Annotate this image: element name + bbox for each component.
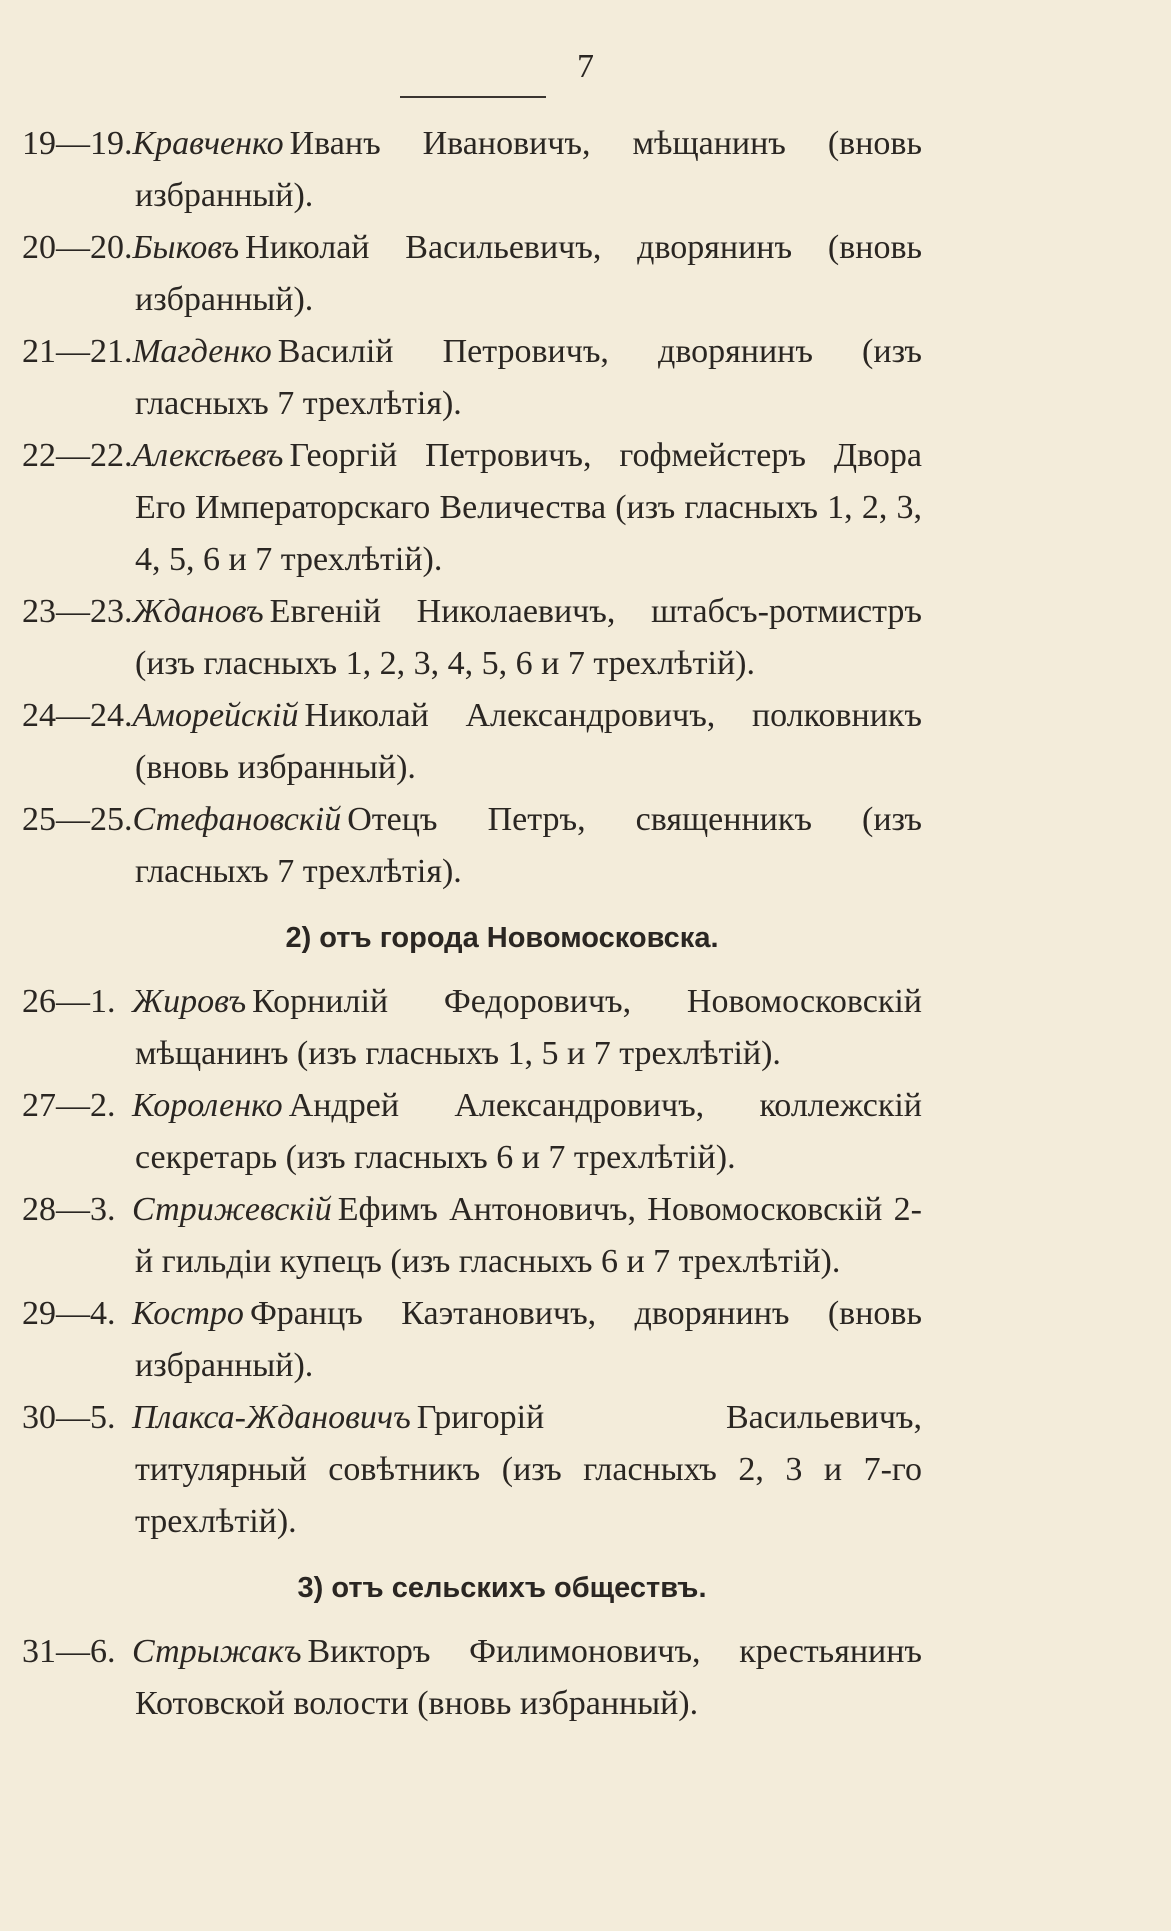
entry-surname: Стрижевскій [132,1191,332,1228]
list-item [22,1626,922,1730]
entry-text: Ефимъ Антоновичъ, Новомосковскій 2-й гильдіи купецъ (изъ гласныхъ 6 и 7 трехлѣтій). [135,1191,922,1280]
list-item [22,1184,922,1288]
entry-text: Викторъ Филимоновичъ, крестьянинъ Котовской волости (вновь избранный). [135,1633,922,1722]
entries-list [22,118,922,1730]
entry-surname: Плакса-Ждановичъ [132,1399,411,1436]
entry-text: Георгій Петровичъ, гофмейстеръ Двора Его Императорскаго Величества (изъ гласныхъ 1, 2, 3, 4, 5, 6 и 7 трехлѣтій). [135,437,922,578]
entry-number: 22—22. [22,437,133,474]
entry-surname: Алексѣевъ [132,437,284,474]
entry-surname: Стрыжакъ [132,1633,302,1670]
entry-number: 27—2. [22,1087,116,1124]
entry-surname: Быковъ [132,229,240,266]
entry-text: Василій Петровичъ, дворянинъ (изъ гласныхъ 7 трехлѣтія). [135,333,922,422]
list-item [22,1392,922,1548]
list-item [22,690,922,794]
entry-surname: Аморейскій [132,697,299,734]
page-number: 7 [577,48,594,85]
entry-surname: Жировъ [132,983,247,1020]
entry-number: 31—6. [22,1633,116,1670]
entry-number: 21—21. [22,333,133,370]
entry-number: 29—4. [22,1295,116,1332]
entry-number: 19—19. [22,125,133,162]
entry-text: Григорій Васильевичъ, титулярный совѣтникъ (изъ гласныхъ 2, 3 и 7-го трехлѣтій). [135,1399,922,1540]
list-item [22,1080,922,1184]
entry-surname: Короленко [132,1087,283,1124]
entry-surname: Магденко [132,333,272,370]
entry-surname: Стефановскій [132,801,342,838]
section-heading: 3) отъ сельскихъ обществъ. [297,1572,707,1604]
entry-number: 23—23. [22,593,133,630]
entry-number: 20—20. [22,229,133,266]
entry-number: 25—25. [22,801,133,838]
list-item [22,118,922,222]
list-item [22,430,922,586]
entry-number: 30—5. [22,1399,116,1436]
entry-number: 26—1. [22,983,116,1020]
entry-text: Францъ Каэтановичъ, дворянинъ (вновь избранный). [135,1295,922,1384]
entry-text: Евгеній Николаевичъ, штабсъ-ротмистръ (изъ гласныхъ 1, 2, 3, 4, 5, 6 и 7 трехлѣтій). [135,593,922,682]
list-item [22,1288,922,1392]
list-item [22,976,922,1080]
list-item [22,326,922,430]
entry-surname: Кравченко [132,125,284,162]
entry-number: 24—24. [22,697,133,734]
entry-surname: Костро [132,1295,244,1332]
entry-text: Николай Васильевичъ, дворянинъ (вновь избранный). [135,229,922,318]
entry-text: Отецъ Петръ, священникъ (изъ гласныхъ 7 трехлѣтія). [135,801,922,890]
entry-text: Андрей Александровичъ, коллежскій секретарь (изъ гласныхъ 6 и 7 трехлѣтій). [135,1087,922,1176]
entry-text: Иванъ Ивановичъ, мѣщанинъ (вновь избранный). [135,125,922,214]
entry-surname: Ждановъ [132,593,264,630]
entry-text: Корнилій Федоровичъ, Новомосковскій мѣщанинъ (изъ гласныхъ 1, 5 и 7 трехлѣтій). [135,983,922,1072]
entry-text: Николай Александровичъ, полковникъ (вновь избранный). [135,697,922,786]
entry-number: 28—3. [22,1191,116,1228]
list-item [22,222,922,326]
section-heading: 2) отъ города Новомосковска. [285,922,719,954]
list-item [22,586,922,690]
header-rule [400,96,546,98]
list-item [22,794,922,898]
